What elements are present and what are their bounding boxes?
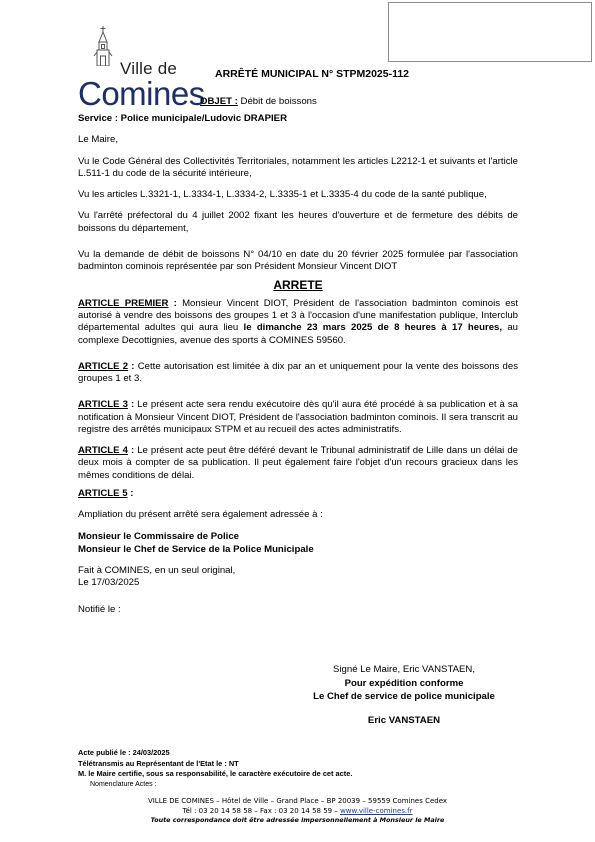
correspondance-note: Toute correspondance doit être adressée impersonnellement à Monsieur le Maire <box>150 816 445 825</box>
article-1 <box>78 298 518 347</box>
article-3-text: Le présent acte sera rendu exécutoire dès qu'il aura été procédé à sa publication et à sa notification à Monsieur Vincent DIOT, Président de l'association badminton cominois. Il sera transcrit au registre des arrêtés municipaux STPM et au recueil des actes administratifs. <box>78 399 518 435</box>
article-3-sep: : <box>127 399 138 411</box>
recipient-1: Monsieur le Commissaire de Police <box>78 531 240 543</box>
article-4-sep: : <box>127 445 138 457</box>
signature-line-3: Le Chef de service de police municipale <box>313 691 495 703</box>
article-1-sep: : <box>168 297 183 309</box>
article-4-label: ARTICLE 4 <box>78 445 128 457</box>
stamp-box <box>388 2 592 62</box>
article-1-text-end: au complexe Decottignies, avenue des sports à COMINES 59560. <box>78 322 518 346</box>
address-footer <box>0 796 595 826</box>
logo-ville-text: Ville de <box>120 59 178 78</box>
footer-certifie: M. le Maire certifie, sous sa responsabilité, le caractère exécutoire de cet acte. <box>78 769 353 779</box>
article-5-label: ARTICLE 5 <box>78 487 128 499</box>
ampliation: Ampliation du présent arrêté sera également adressée à : <box>78 509 323 521</box>
le-maire: Le Maire, <box>78 134 118 146</box>
article-3 <box>78 399 518 436</box>
tel-fax: Tél : 03 20 14 58 58 – Fax : 03 20 14 58 59 – <box>182 807 341 816</box>
article-2-text: Cette autorisation est limitée à dix par an et uniquement pour la vente des boissons des groupes 1 et 3. <box>78 360 518 385</box>
article-3-label: ARTICLE 3 <box>78 399 128 411</box>
church-icon <box>92 26 114 66</box>
signature-line-1: Signé Le Maire, Eric VANSTAEN, <box>333 664 475 675</box>
recipient-2: Monsieur le Chef de Service de la Police Municipale <box>78 543 314 555</box>
article-1-date: le dimanche 23 mars 2025 de 8 heures à 17 heures, <box>243 322 503 334</box>
article-4 <box>78 445 518 482</box>
article-2-sep: : <box>128 360 138 372</box>
objet-line <box>200 96 317 108</box>
article-5-sep: : <box>127 487 134 499</box>
date: Le 17/03/2025 <box>78 577 140 589</box>
contact-line <box>0 806 595 816</box>
visa-2: Vu les articles L.3321-1, L.3334-1, L.3334-2, L.3335-1 et L.3335-4 du code de la santé publique, <box>78 189 487 201</box>
logo-comines-text: Comines <box>78 75 205 112</box>
footer-publie: Acte publié le : 24/03/2025 <box>78 748 170 757</box>
article-2-label: ARTICLE 2 <box>78 360 129 372</box>
visa-1: Vu le Code Général des Collectivités Territoriales, notamment les articles L2212-1 et suivants et l'article L.511-1 du code de la sécurité intérieure, <box>78 155 518 179</box>
publication-footer <box>78 748 352 789</box>
article-2 <box>78 361 518 386</box>
article-5 <box>78 488 518 500</box>
footer-nomenclature: Nomenclature Actes : <box>90 780 157 788</box>
article-1-text: Monsieur Vincent DIOT, Président de l'association badminton cominois est autorisé à vendre des boissons des groupes 1 et 3 à l'occasion d'une manifestation publique, Interclub départemental adultes qui aura lieu <box>78 297 518 334</box>
document-title: ARRÊTÉ MUNICIPAL N° STPM2025-112 <box>215 68 410 80</box>
website-link[interactable]: www.ville-comines.fr <box>340 807 413 816</box>
city-logo <box>78 26 205 112</box>
visa-3: Vu l'arrêté préfectoral du 4 juillet 2002 fixant les heures d'ouverture et de fermeture des débits de boissons du département, <box>78 210 518 234</box>
objet-text: Débit de boissons <box>237 96 317 107</box>
article-1-label: ARTICLE PREMIER <box>78 297 169 309</box>
signature-line-2: Pour expédition conforme <box>344 677 464 689</box>
objet-label: OBJET : <box>200 96 238 107</box>
address-line: VILLE DE COMINES – Hôtel de Ville – Grand Place – BP 20039 – 59559 Comines Cedex <box>147 797 448 805</box>
arrete-heading: ARRETE <box>273 278 323 293</box>
visa-4: Vu la demande de débit de boissons N° 04/10 en date du 20 février 2025 formulée par l'association badminton cominois représentée par son Président Monsieur Vincent DIOT <box>78 248 518 273</box>
fait-a: Fait à COMINES, en un seul original, <box>78 565 236 576</box>
service-line: Service : Police municipale/Ludovic DRAPIER <box>78 113 287 124</box>
signature-line-4: Eric VANSTAEN <box>367 714 441 726</box>
footer-teletransmis: Télétransmis au Représentant de l'Etat le : NT <box>78 758 239 768</box>
document-body <box>78 113 518 616</box>
notifie-le: Notifié le : <box>78 603 121 615</box>
article-4-text: Le présent acte peut être déféré devant le Tribunal administratif de Lille dans un délai de deux mois à compter de sa publication. Il peut également faire l'objet d'un recours gracieux dans les mêmes conditions de délai. <box>78 445 519 481</box>
signature-block <box>290 663 518 727</box>
